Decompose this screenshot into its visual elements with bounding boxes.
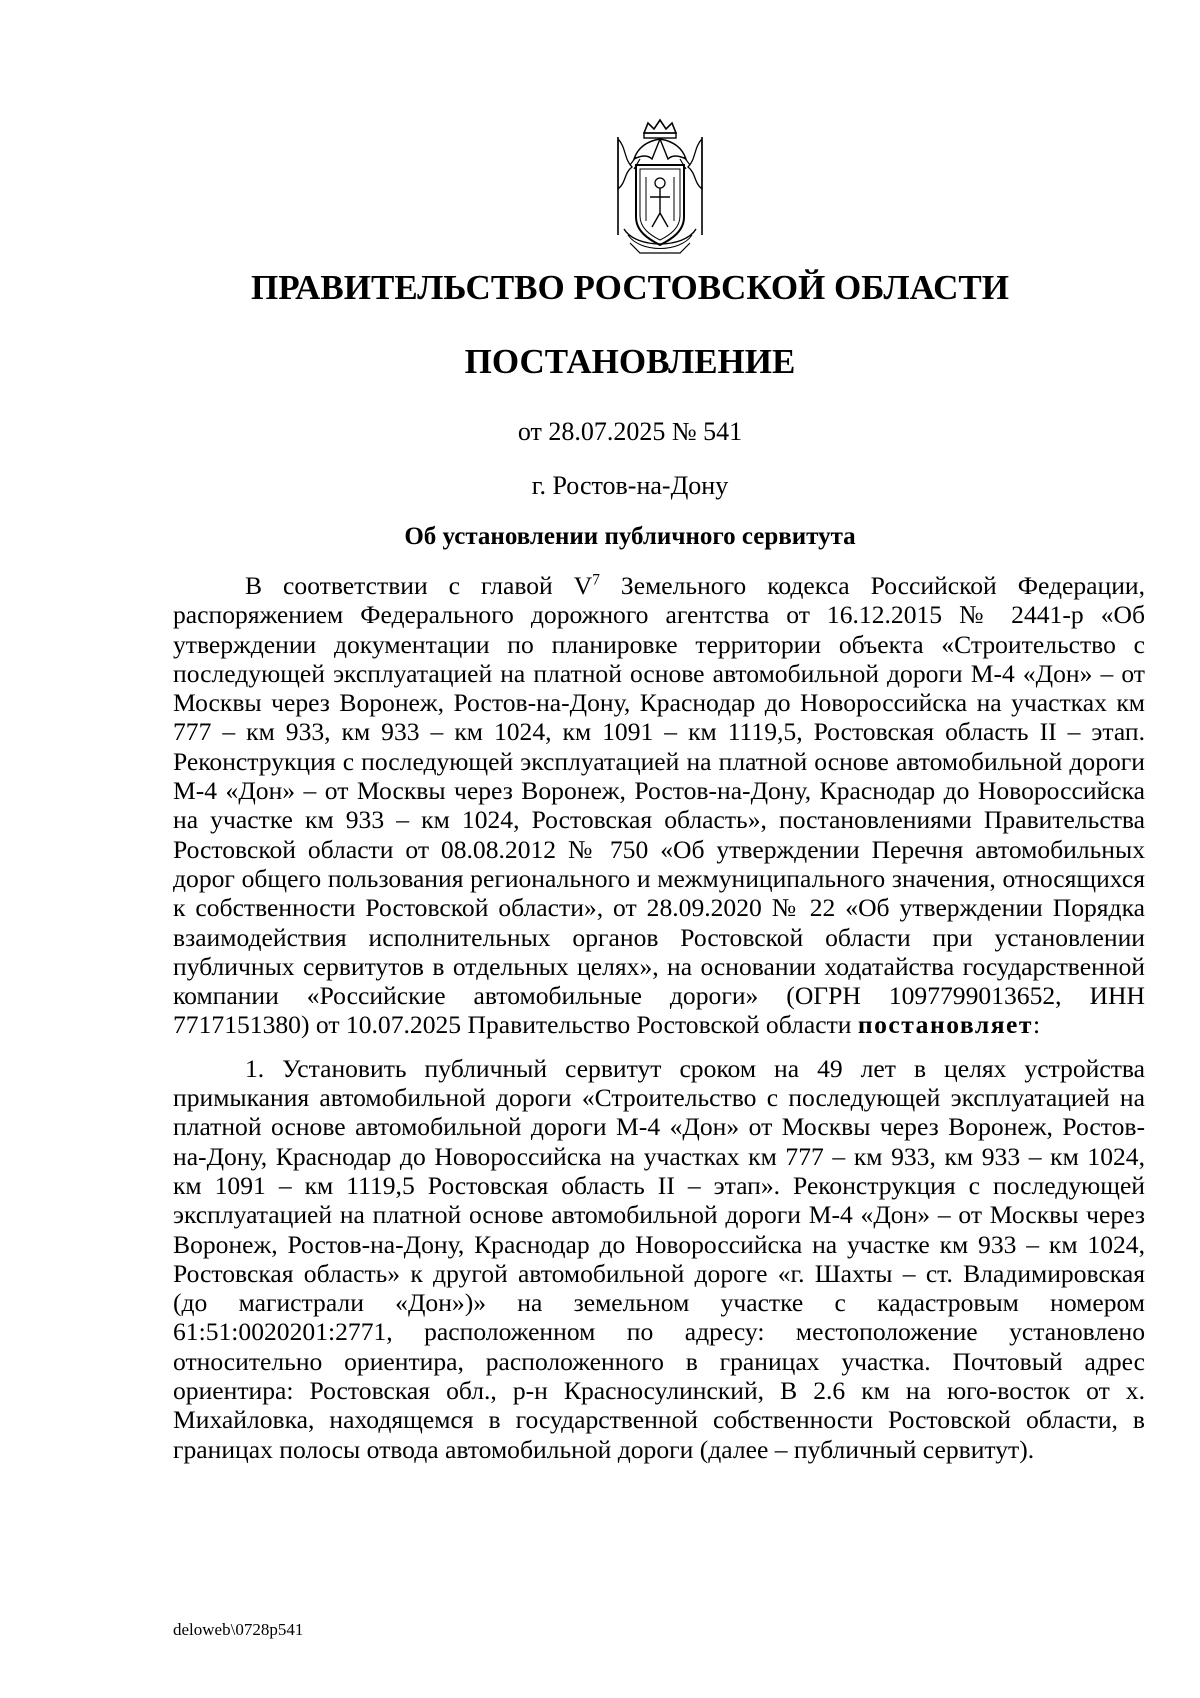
- preamble-paragraph: [173, 571, 1145, 1040]
- coat-of-arms-icon: [600, 117, 720, 257]
- preamble-colon: :: [1033, 1010, 1041, 1040]
- resolves-word: постановляет: [857, 1010, 1033, 1040]
- item-1-paragraph: 1. Установить публичный сервитут сроком на 49 лет в целях устройства примыкания автомобильной дороги «Строительство с последующей эксплуатацией на платной основе автомобильной дороги М-4 «Дон» от Москвы через Воронеж, Ростов-на-Дону, Краснодар до Новороссийска на участках км 777 – км 933, км 933 – км 1024, км 1091 – км 1119,5 Ростовская область II – этап». Реконструкция с последующей эксплуатацией на платной основе автомобильной дороги М-4 «Дон» – от Москвы через Воронеж, Ростов-на-Дону, Краснодар до Новороссийска на участке км 933 – км 1024, Ростовская область» к другой автомобильной дороге «г. Шахты – ст. Владимировская (до магистрали «Дон»)» на земельном участке с кадастровым номером 61:51:0020201:2771, расположенном по адресу: местоположение установлено относительно ориентира, расположенного в границах участка. Почтовый адрес ориентира: Ростовская обл., р-н Красносулинский, В 2.6 км на юго-восток от х. Михайловка, находящемся в государственной собственности Ростовской области, в границах полосы отвода автомобильной дороги (далее – публичный сервитут).: [173, 1053, 1145, 1464]
- chapter-superscript: 7: [592, 571, 600, 589]
- document-body: [173, 571, 1145, 1464]
- file-reference: deloweb\0728p541: [173, 1620, 304, 1639]
- document-date-number: от 28.07.2025 № 541: [517, 417, 743, 446]
- document-city: г. Ростов-на-Дону: [531, 471, 729, 500]
- document-type: ПОСТАНОВЛЕНИЕ: [464, 342, 796, 381]
- document-subject: Об установлении публичного сервитута: [404, 523, 856, 550]
- preamble-part2: Земельного кодекса Российской Федерации, распоряжением Федерального дорожного агентства от 16.12.2015 № 2441-р «Об утверждении документации по планировке территории объекта «Строительство с последующей эксплуатацией на платной основе автомобильной дороги М-4 «Дон» – от Москвы через Воронеж, Ростов-на-Дону, Краснодар до Новороссийска на участках км 777 – км 933, км 933 – км 1024, км 1091 – км 1119,5, Ростовская область II – этап. Реконструкция с последующей эксплуатацией на платной основе автомобильной дороги М-4 «Дон» – от Москвы через Воронеж, Ростов-на-Дону, Краснодар до Новороссийска на участке км 933 – км 1024, Ростовская область», постановлениями Правительства Ростовской области от 08.08.2012 № 750 «Об утверждении Перечня автомобильных дорог общего пользования регионального и межмуниципального значения, относящихся к собственности Ростовской области», от 28.09.2020 № 22 «Об утверждении Порядка взаимодействия исполнительных органов Ростовской области при установлении публичных сервитутов в отдельных целях», на основании ходатайства государственной компании «Российские автомобильные дороги» (ОГРН 1097799013652, ИНН 7717151380) от 10.07.2025 Правительство Ростовской области: [173, 571, 1145, 1040]
- preamble-part1: В соответствии с главой V: [245, 571, 593, 600]
- organization-title: ПРАВИТЕЛЬСТВО РОСТОВСКОЙ ОБЛАСТИ: [251, 268, 1009, 307]
